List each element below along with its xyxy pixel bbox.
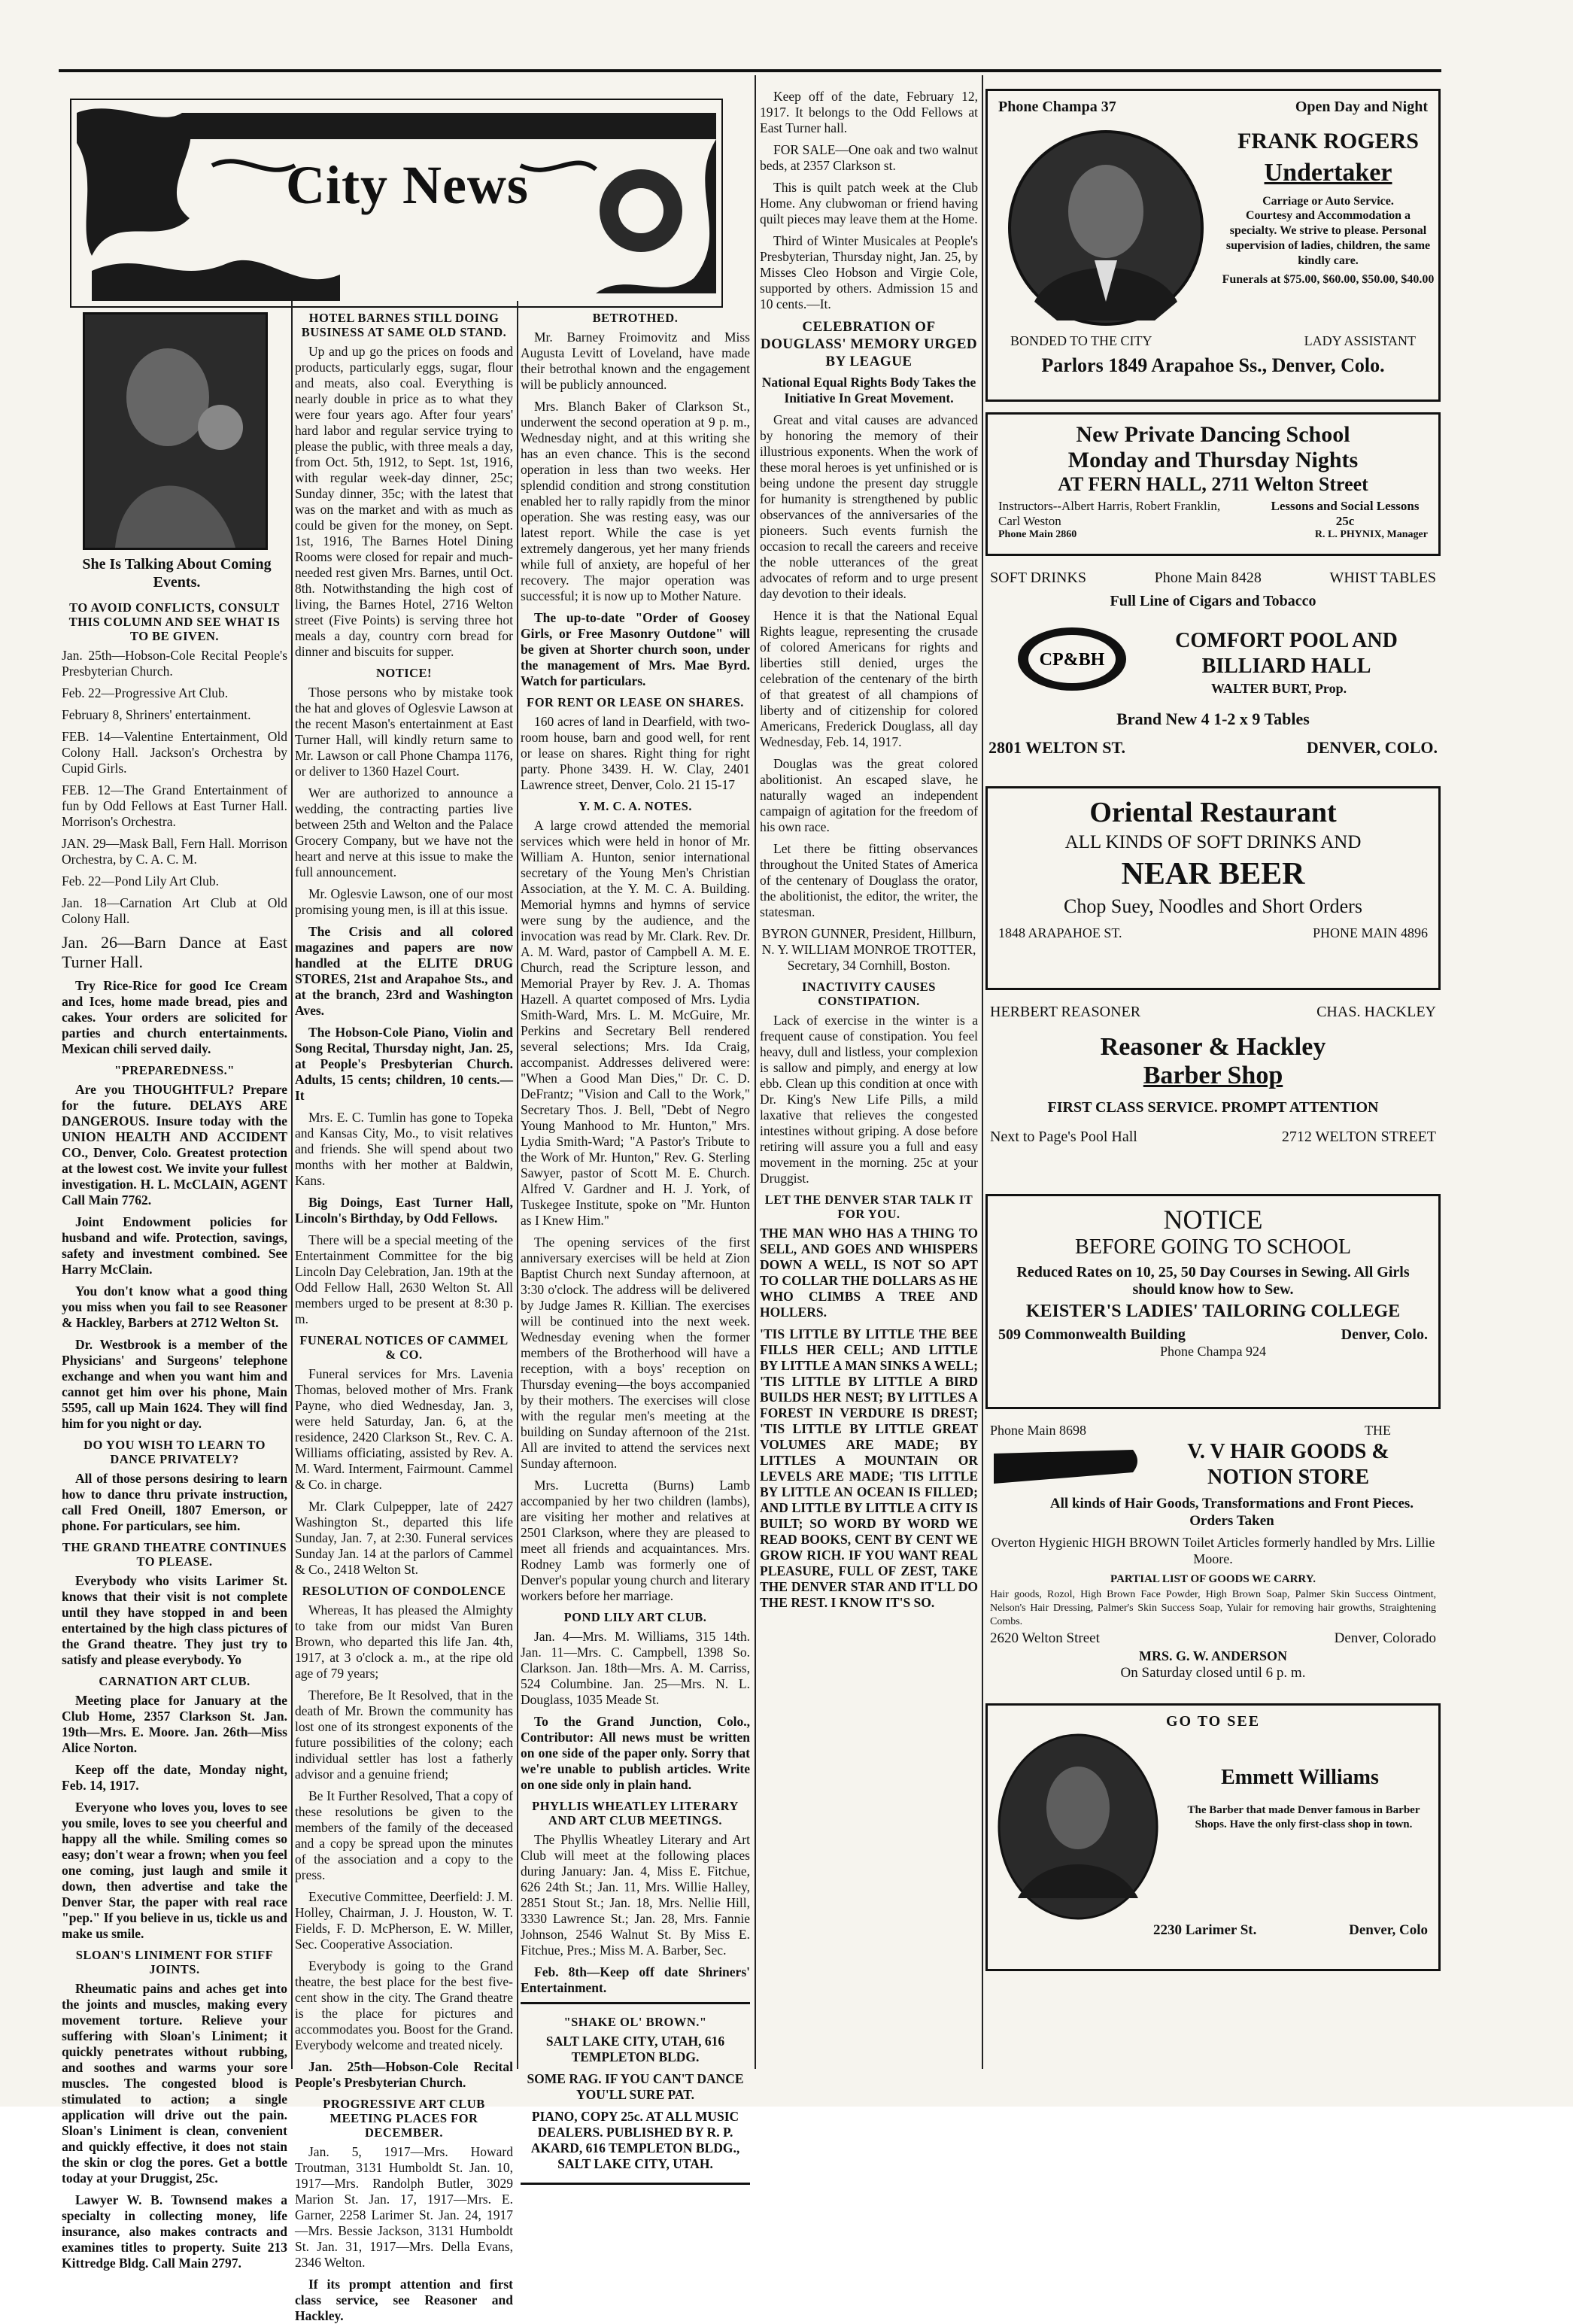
ad-food: Chop Suey, Noodles and Short Orders — [1064, 895, 1362, 917]
event-item: FEB. 12—The Grand Entertainment of fun by Odd Fellows at East Turner Hall. Morrison's Orchestra. — [62, 782, 287, 829]
ad-text: Instructors--Albert Harris, Robert Franklin, Carl Weston — [998, 499, 1221, 528]
ad-title: NOTICE — [1163, 1205, 1263, 1235]
ad-text: HERBERT REASONER — [990, 1004, 1141, 1020]
top-rule — [59, 69, 1441, 72]
article-text: The up-to-date "Order of Goosey Girls, or Free Masonry Outdone" will be given at Shorter church soon, under the management of Mrs. Mae Byrd. Watch for particulars. — [521, 610, 750, 688]
article-text: The Phyllis Wheatley Literary and Art Club will meet at the following places during January: Jan. 4, Miss E. Fitchue, 626 24th St.; Jan. 11, Mrs. Willie Halley, 2851 Stout St.; Jan. 18, Mrs. Nellie Hill, 3330 Lawrence St.; Jan. 28, Mrs. Fannie Johnson, 2546 Walnut St. By Miss E. Fitchue, Pres.; Miss M. A. Barber, Sec. — [521, 1832, 750, 1958]
article-text: Hence it is that the National Equal Rights league, representing the crusade of colored Americans for rights and liberties still denied, urges the celebration of the centenary of the birth of that greatest of all champions of liberty and of citizenship for colored Americans, Frederick Douglass, all day Wednesday, Feb. 14, 1917. — [760, 608, 978, 749]
article-text: Jan. 25th—Hobson-Cole Recital People's Presbyterian Church. — [295, 2059, 513, 2090]
ad-text: Carriage or Auto Service. — [1262, 195, 1394, 208]
article-text: Jan. 4—Mrs. M. Williams, 315 14th. Jan. 11—Mrs. C. Campbell, 1398 So. Clarkson. Jan. 18th—Mrs. A. M. Carriss, 524 Columbine. Jan. 25—Mrs. N. L. Douglass, 1035 Meade St. — [521, 1629, 750, 1707]
article-text: Mr. Barney Froimovitz and Miss Augusta Levitt of Loveland, have made their betrothal known and the engagement will be publicly announced. — [521, 330, 750, 392]
ad-name: COMFORT POOL AND BILLIARD HALL — [1175, 629, 1398, 678]
section-head: RESOLUTION OF CONDOLENCE — [302, 1584, 506, 1598]
cpbh-logo-icon — [1016, 625, 1128, 693]
event-item: Jan. 25th—Hobson-Cole Recital People's Presbyterian Church. — [62, 648, 287, 679]
column-1 — [62, 594, 287, 2271]
article-text: The Crisis and all colored magazines and papers are now handled at the ELITE DRUG STORES, 21st and Arapahoe Sts., and at the branch, 23rd and Washington Aves. — [295, 924, 513, 1018]
event-item: Jan. 18—Carnation Art Club at Old Colony Hall. — [62, 895, 287, 926]
event-item: JAN. 29—Mask Ball, Fern Hall. Morrison Orchestra, by C. A. C. M. — [62, 836, 287, 867]
event-item: Feb. 22—Pond Lily Art Club. — [62, 873, 220, 889]
ad-text: Next to Page's Pool Hall — [990, 1129, 1137, 1145]
article-text: There will be a special meeting of the Entertainment Committee for the big Lincoln Day Celebration, Jan. 19th at the Odd Fellow Hall, 2630 Welton St. All members urged to be present at 8:30 p. m. — [295, 1232, 513, 1326]
ads-column — [985, 89, 1441, 1982]
ad-phone: Phone Champa 924 — [1160, 1344, 1266, 1359]
ad-sub: Barber Shop — [1143, 1062, 1283, 1089]
article-text: All of those persons desiring to learn how to dance thru private instruction, call Fred Oneill, 1807 Emerson, or phone. For particulars, see him. — [62, 1471, 287, 1533]
section-head: BETROTHED. — [592, 311, 679, 325]
photo-caption: She Is Talking About Coming Events. — [82, 556, 272, 591]
ad-address: 2712 WELTON STREET — [1281, 1129, 1436, 1145]
event-item: Feb. 22—Progressive Art Club. — [62, 685, 229, 700]
ad-emmett-williams — [985, 1703, 1441, 1971]
ad-text: PARTIAL LIST OF GOODS WE CARRY. — [1110, 1573, 1316, 1585]
ad-city: Denver, Colo. — [1341, 1326, 1428, 1343]
ad-phone: Phone Main 8428 — [1154, 570, 1262, 586]
ad-frank-rogers — [985, 89, 1441, 402]
ad-text: Reduced Rates on 10, 25, 50 Day Courses in Sewing. All Girls should know how to Sew. — [1016, 1264, 1410, 1298]
article-text: Executive Committee, Deerfield: J. M. Holley, Chairman, J. J. Houston, W. T. Fields, F. D. McPherson, E. W. Miller, Sec. Cooperative Association. — [295, 1889, 513, 1952]
ad-text: On Saturday closed until 6 p. m. — [1120, 1665, 1306, 1681]
song-head: "SHAKE OL' BROWN." — [563, 2015, 707, 2029]
article-text: Joint Endowment policies for husband and wife. Protection, savings, safety and investment combined. See Harry McClain. — [62, 1214, 287, 1277]
section-head: Y. M. C. A. NOTES. — [578, 799, 692, 813]
ad-phone: Phone Main 8698 — [990, 1423, 1086, 1438]
article-text: This is quilt patch week at the Club Home. Any clubwoman or friend having quilt pieces may leave them at the Home. — [760, 180, 978, 226]
ad-where: AT FERN HALL, 2711 Welton Street — [1058, 473, 1368, 495]
article-text: Lack of exercise in the winter is a frequent cause of constipation. You feel heavy, dull and listless, your complexion is sallow and pimply, and energy at low ebb. Clean up this condition at once with Dr. King's New Life Pills, a mild laxative that relieves the congested intestines without griping. A dose before retiring will assure you a full and easy movement in the morning. 25c at your Druggist. — [760, 1013, 978, 1186]
ad-city: Denver, Colo — [1349, 1922, 1428, 1938]
section-head: POND LILY ART CLUB. — [563, 1610, 707, 1624]
article-text: Mrs. E. C. Tumlin has gone to Topeka and Kansas City, Mo., to visit relatives and friends. She will spend about two months with her mother at Baldwin, Kans. — [295, 1110, 513, 1188]
article-text: Whereas, It has pleased the Almighty to take from our midst Van Buren Brown, who departed this life Jan. 4th, 1917, at 3 o'clock a. m., at the ripe old age of 79 years; — [295, 1602, 513, 1681]
ad-city: DENVER, COLO. — [1306, 738, 1438, 757]
comb-icon — [990, 1442, 1140, 1495]
article-text: THE MAN WHO HAS A THING TO SELL, AND GOES AND WHISPERS DOWN A WELL, IS NOT SO APT TO COLLAR THE DOLLARS AS HE WHO CLIMBS A TREE AND HOLLERS. — [760, 1226, 978, 1320]
column-rule — [291, 301, 293, 2069]
ad-owner: MRS. G. W. ANDERSON — [1138, 1648, 1288, 1663]
ad-notice-tailoring — [985, 1194, 1441, 1409]
ad-text: WHIST TABLES — [1329, 570, 1436, 586]
ad-sub: BEFORE GOING TO SCHOOL — [1075, 1235, 1351, 1259]
section-head: DO YOU WISH TO LEARN TO DANCE PRIVATELY? — [84, 1438, 266, 1466]
article-text: Feb. 8th—Keep off date Shriners' Entertainment. — [521, 1964, 750, 1995]
article-text: Those persons who by mistake took the hat and gloves of Oglesvie Lawson at the recent Mason's entertainment at East Turner Hall, will kindly return same to Mr. Lawson or call Phone Champa 1176, or deliver to 1360 Hazel Court. — [295, 685, 513, 779]
ad-oriental-restaurant — [985, 786, 1441, 990]
ad-manager: R. L. PHYNIX, Manager — [1314, 529, 1428, 540]
column-rule — [517, 301, 518, 2069]
ad-text: LADY ASSISTANT — [1304, 333, 1416, 348]
article-text: Everyone who loves you, loves to see you smile, loves to see you cheerful and happy all the while. Smiling comes so easy; don't wear a frown; when you feel one coming, just laugh and smile it down, then advertise and take the Denver Star, the paper with real race "pep." If you believe in us, tickle us and make us smile. — [62, 1800, 287, 1941]
article-text: If its prompt attention and first class service, see Reasoner and Hackley. — [295, 2277, 513, 2323]
ad-address: 1848 ARAPAHOE ST. — [998, 925, 1122, 940]
section-head: NOTICE! — [375, 666, 433, 680]
song-text: PIANO, COPY 25c. AT ALL MUSIC DEALERS. PUBLISHED BY R. P. AKARD, 616 TEMPLETON BLDG., SALT LAKE CITY, UTAH. — [530, 2109, 740, 2171]
article-text: Meeting place for January at the Club Home, 2357 Clarkson St. Jan. 19th—Mrs. E. Moore. Jan. 26th—Miss Alice Norton. — [62, 1693, 287, 1755]
section-head: PHYLLIS WHEATLEY LITERARY AND ART CLUB MEETINGS. — [532, 1799, 739, 1827]
ad-comfort-pool — [985, 567, 1441, 776]
event-item: February 8, Shriners' entertainment. — [62, 707, 251, 722]
woman-photo — [83, 312, 268, 550]
article-text: You don't know what a good thing you miss when you fail to see Reasoner & Hackley, Barbers at 2712 Welton St. — [62, 1284, 287, 1330]
article-text: Everybody is going to the Grand theatre, the best place for the best five-cent show in the city. The Grand theatre is the place for pictures and accommodates you. Boost for the Grand. Everybody welcome and treated nicely. — [295, 1958, 513, 2052]
ad-text: THE — [1365, 1423, 1391, 1438]
section-head: SLOAN'S LINIMENT FOR STIFF JOINTS. — [75, 1948, 274, 1976]
section-head: CELEBRATION OF DOUGLASS' MEMORY URGED BY LEAGUE — [760, 319, 978, 369]
section-head: "PREPAREDNESS." — [114, 1063, 235, 1077]
article-text: Dr. Westbrook is a member of the Physicians' and Surgeons' telephone exchange and when you want him and cannot get him over his phone, Main 5595, call up Main 1624. They will find him for you night or day. — [62, 1337, 287, 1431]
article-text: Mr. Clark Culpepper, late of 2427 Washington St., departed this life Sunday, Jan. 7, at 2:30. Funeral services Sunday Jan. 14 at the parlors of Cammel & Co., 2418 Welton St. — [295, 1499, 513, 1577]
ad-phone: Phone Champa 37 — [998, 99, 1116, 115]
ad-text: Courtesy and Accommodation a specialty. We strive to please. Personal supervision of ladies, children, the same kindly care. — [1225, 209, 1431, 267]
ad-title: Reasoner & Hackley — [1100, 1033, 1326, 1061]
signature: BYRON GUNNER, President, Hillburn, N. Y. WILLIAM MONROE TROTTER, Secretary, 34 Cornhill, Boston. — [761, 926, 976, 973]
ad-name: FRANK ROGERS — [1237, 129, 1419, 153]
ad-hours: Open Day and Night — [1295, 99, 1428, 115]
ad-title: V. V HAIR GOODS & NOTION STORE — [1187, 1440, 1389, 1489]
article-text: Therefore, Be It Resolved, that in the death of Mr. Brown the community has lost one of its strongest exponents of the future possibilities of the colony; each individual settler has lost a fatherly advisor and a genuine friend; — [295, 1688, 513, 1782]
section-head: PROGRESSIVE ART CLUB MEETING PLACES FOR DECEMBER. — [323, 2097, 485, 2140]
article-text: Keep off the date, Monday night, Feb. 14, 1917. — [62, 1762, 287, 1793]
ad-city: Denver, Colorado — [1334, 1630, 1436, 1646]
ad-sub: Monday and Thursday Nights — [1067, 448, 1359, 472]
ad-text: Lessons and Social Lessons 25c — [1271, 499, 1420, 528]
ad-text: Full Line of Cigars and Tobacco — [1110, 593, 1316, 609]
article-text: To the Grand Junction, Colo., Contributor: All news must be written on one side of the paper only. Sorry that we're unable to publish articles. Write on one side only in plain hand. — [521, 1714, 750, 1792]
section-head: INACTIVITY CAUSES CONSTIPATION. — [802, 980, 936, 1008]
ad-phone: PHONE MAIN 4896 — [1313, 925, 1428, 940]
ad-text: BONDED TO THE CITY — [1010, 333, 1152, 348]
article-text: 'TIS LITTLE BY LITTLE THE BEE FILLS HER CELL; AND LITTLE BY LITTLE A MAN SINKS A WELL; 'TIS LITTLE BY LITTLE A BIRD BUILDS HER NEST; BY LITTLES A FOREST IN VERDURE IS DREST; 'TIS LITTLE BY LITTLE GREAT VOLUMES ARE MADE; BY LITTLES A MOUNTAIN OR LEVELS ARE MADE; 'TIS LITTLE BY LITTLE AN OCEAN IS FILLED; AND LITTLE BY LITTLE A CITY IS BUILT; SO WORD BY WORD WE READ BOOKS, CENT BY CENT WE GROW RICH. IF YOU WANT REAL PLEASURE, FULL OF ZEST, TAKE THE DENVER STAR AND IT'LL DO THE REST. I KNOW IT'S SO. — [760, 1326, 978, 1610]
ad-address: 2230 Larimer St. — [1153, 1922, 1257, 1938]
article-text: Mr. Oglesvie Lawson, one of our most promising young men, is ill at this issue. — [295, 886, 513, 917]
article-text: The Hobson-Cole Piano, Violin and Song Recital, Thursday night, Jan. 25, at People's Presbyterian Church. Adults, 15 cents; children, 10 cents.—It — [295, 1025, 513, 1103]
ad-college: KEISTER'S LADIES' TAILORING COLLEGE — [1025, 1302, 1401, 1321]
ad-sub: ALL KINDS OF SOFT DRINKS AND — [1064, 832, 1362, 852]
article-text: Third of Winter Musicales at People's Presbyterian, Thursday night, Jan. 25, by Misses Cleo Hobson and Virgie Cole, supported by others. Admission 15 and 10 cents.—It. — [760, 233, 978, 311]
ad-address: 509 Commonwealth Building — [998, 1326, 1186, 1343]
svg-text:CP&BH: CP&BH — [1039, 650, 1105, 670]
ad-text: Hair goods, Rozol, High Brown Face Powder, High Brown Soap, Palmer Skin Success Ointment, Nelson's Hair Dressing, Palmer's Skin Success Soap, Yulair for removing hair growths, Straightening Combs. — [990, 1589, 1436, 1627]
article-text: Lawyer W. B. Townsend makes a specialty in collecting money, life insurance, also makes contracts and examines titles to property. Suite 213 Kittredge Bldg. Call Main 2797. — [62, 2192, 287, 2271]
section-head: FOR RENT OR LEASE ON SHARES. — [527, 695, 744, 709]
ad-title: Undertaker — [1264, 159, 1392, 187]
ad-title: Oriental Restaurant — [1089, 797, 1337, 828]
article-text: Funeral services for Mrs. Lavenia Thomas, beloved mother of Mrs. Frank Payne, who died Wednesday, Jan. 3, were held Saturday, Jan. 6, at the residence, 2420 Clarkson St., Rev. C. A. Williams officiating, assisted by Rev. A. M. Ward. Interment, Fairmount. Cammel & Co. in charge. — [295, 1366, 513, 1492]
ad-prop: WALTER BURT, Prop. — [1211, 681, 1347, 696]
column-rule — [982, 75, 983, 2069]
ad-address: 2801 WELTON ST. — [988, 738, 1125, 757]
article-text: Great and vital causes are advanced by honoring the memory of their illustrious exponents. When the work of these moral heroes is yet unfinished or is being undone the present day struggle for humanity is strengthened by public observances of the anniversaries of the pioneers. Such events furnish the occasion to recall the careers and receive the noble utterances of the great advocates of reform and to urge present day devotion to their ideals. — [760, 412, 978, 601]
ad-address: Parlors 1849 Arapahoe Ss., Denver, Colo. — [1041, 354, 1385, 376]
ad-text: FIRST CLASS SERVICE. PROMPT ATTENTION — [1047, 1099, 1379, 1116]
ad-address: 2620 Welton Street — [990, 1630, 1100, 1646]
ad-name: Emmett Williams — [1221, 1766, 1379, 1789]
event-item: FEB. 14—Valentine Entertainment, Old Colony Hall. Jackson's Orchestra by Cupid Girls. — [62, 729, 287, 776]
event-item: Jan. 26—Barn Dance at East Turner Hall. — [62, 933, 287, 971]
ad-dancing-school — [985, 412, 1441, 556]
section-head: CARNATION ART CLUB. — [99, 1674, 251, 1688]
song-text: SALT LAKE CITY, UTAH, 616 TEMPLETON BLDG. — [545, 2034, 725, 2064]
article-text: Jan. 5, 1917—Mrs. Howard Troutman, 3131 Humboldt St. Jan. 10, 1917—Mrs. Randolph Butler, 3029 Marion St. Jan. 17, 1917—Mrs. E. Garner, 2258 Larimer St. Jan. 24, 1917—Mrs. Bessie Jackson, 3131 Humboldt St. Jan. 31, 1917—Mrs. Della Evans, 2346 Welton. — [295, 2144, 513, 2270]
article-text: Keep off of the date, February 12, 1917. It belongs to the Odd Fellows at East Turner hall. — [760, 89, 978, 135]
article-text: Mrs. Lucretta (Burns) Lamb accompanied by her two children (lambs), are visiting her mother and relatives at 2501 Clarkson, where they are pleased to meet all friends and acquaintances. Mrs. Rodney Lamb was formerly one of Denver's popular young church and literary workers before her marriage. — [521, 1478, 750, 1603]
article-text: Try Rice-Rice for good Ice Cream and Ices, home made bread, pies and cakes. Your orders are solicited for parties and church entertainments. Mexican chili served daily. — [62, 978, 287, 1056]
subhead: National Equal Rights Body Takes the Initiative In Great Movement. — [761, 375, 976, 406]
article-text: Are you THOUGHTFUL? Prepare for the future. DELAYS ARE DANGEROUS. Insure today with the UNION HEALTH AND ACCIDENT CO., Denver, Colo. Greatest protection at the lowest cost. We invite your fullest investigation. H. L. McCLAIN, AGENT Call Main 7762. — [62, 1082, 287, 1208]
article-text: Big Doings, East Turner Hall, Lincoln's Birthday, by Odd Fellows. — [295, 1195, 513, 1226]
ad-text: Funerals at $75.00, $60.00, $50.00, $40.00 — [1222, 273, 1435, 286]
ad-text: All kinds of Hair Goods, Transformations and Front Pieces. Orders Taken — [1049, 1496, 1414, 1529]
ad-title: New Private Dancing School — [1076, 422, 1350, 447]
article-text: Rheumatic pains and aches get into the joints and muscles, making every movement torture. Relieve your suffering with Sloan's Liniment; it quickly penetrates without rubbing, and soothes and warms your sore muscles. The congested blood is stimulated to action; a single application will drive out the pain. Sloan's Liniment is clean, convenient and quickly effective, it does not stain the skin or clog the pores. Get a bottle today at your Druggist, 25c. — [62, 1981, 287, 2186]
article-text: Let there be fitting observances throughout the United States of America of the centenary of Douglass the orator, the abolitionist, the editor, the writer, the statesman. — [760, 841, 978, 919]
article-text: Wer are authorized to announce a wedding, the contracting parties live between 25th and Welton and the Palace Grocery Company, but we have not the heart and nerve at this issue to make the full announcement. — [295, 785, 513, 879]
ad-text: Brand New 4 1-2 x 9 Tables — [1116, 709, 1310, 728]
ad-text: Overton Hygienic HIGH BROWN Toilet Articles formerly handled by Mrs. Lillie Moore. — [991, 1535, 1435, 1566]
article-text: Up and up go the prices on foods and products, particularly eggs, sugar, flour and meats, also coal. Everything is nearly double in price as to what they were four years ago. After four years' hard labor and regular service trying to please the public, with three meals a day, from Oct. 5th, 1912, to Sept. 1st, 1916, with regular week-day dinner, 25c; Sunday dinner, 35c; with the latest that was on the market and with as much as could be given for the money, on Sept. 1st, 1916, The Barnes Hotel Dining Rooms were closed for repair and much-needed rest given Mrs. Barnes, until Oct. 8th. Notwithstanding the high cost of living, the Barnes Hotel, 2716 Welton street (Five Points) is serving three hot meals a day, country corn bread for dinner and biscuits for supper. — [295, 344, 513, 659]
article-text: Douglas was the great colored abolitionist. An escaped slave, he naturally waged an independent campaign of agitation for the freedom of his own race. — [760, 756, 978, 834]
section-head: LET THE DENVER STAR TALK IT FOR YOU. — [764, 1192, 973, 1221]
article-text: Mrs. Blanch Baker of Clarkson St., underwent the second operation at 9 p. m., Wednesday night, and at this writing she has an even chance. This is the second operation in less than two weeks. Her splendid condition and strong constitution enabled her to rally rapidly from the minor operation. She was resting easy, was our latest report. While the case is yet extremely dangerous, yet her many friends while full of anxiety, are hopeful of her recovery. The major operation was successful; it is now up to Mother Nature. — [521, 399, 750, 603]
song-text: SOME RAG. IF YOU CAN'T DANCE YOU'LL SURE PAT. — [527, 2071, 744, 2102]
article-text: Be It Further Resolved, That a copy of these resolutions be given to the members of the family of the deceased and a copy be spread upon the minutes of the association and a copy to the press. — [295, 1788, 513, 1882]
ad-vv-hair-goods — [985, 1420, 1441, 1693]
section-head: FUNERAL NOTICES OF CAMMEL & CO. — [299, 1333, 509, 1362]
article-text: A large crowd attended the memorial services which were held in honor of Mr. William A. Hunton, senior international secretary of the Young Men's Christian Association, at the Y. M. C. A. Building. Memorial hymns and hymns of service were sung by the audience, and the invocation was read by Mr. Clark. Rev. Dr. A. M. Ward, pastor of Campbell A. M. E. Church, read the Scripture lesson, and Memorial Prayer by Rev. J. A. Thomas Hazell. A quartet composed of Mrs. Lydia Smith-Ward, Mrs. L. M. McGuire, Mr. Perkins and Secretary Bell rendered several selections; Mrs. Ida Craig, accompanist. Addresses delivered were: "When a Good Man Dies," Dr. C. D. DeFrantz; "Vision and Call to the Work," Secretary Thos. J. Bell, "Debt of Negro Young Manhood to Mr. Hunton," Mrs. Lydia Smith-Ward; "A Pastor's Tribute to the Work of Mr. Hunton," Rev. G. Sterling Sawyer, pastor of Scott M. E. Church. Alfred V. Gardner and H. J. York, of Tuskegee Institute, spoke on "Mr. Hunton as I Knew Him." — [521, 818, 750, 1228]
ad-go: GO TO SEE — [1165, 1713, 1261, 1730]
ad-beer: NEAR BEER — [1121, 857, 1305, 892]
section-head: TO AVOID CONFLICTS, CONSULT THIS COLUMN AND SEE WHAT IS TO BE GIVEN. — [68, 600, 281, 643]
portrait-photo — [1004, 129, 1207, 328]
ad-text: The Barber that made Denver famous in Barber Shops. Have the only first-class shop in town. — [1187, 1804, 1420, 1830]
article-text: Everybody who visits Larimer St. knows that their visit is not complete until they have stopped in and been entertained by the high class pictures of the Grand theatre. They just try to satisfy and please everybody. Yo — [62, 1573, 287, 1667]
article-text: 160 acres of land in Dearfield, with two-room house, barn and good well, for rent or lease on shares. Right thing for right party. Phone 3439. H. W. Clay, 2401 Lawrence street, Denver, Colo. 21 15-17 — [521, 714, 750, 792]
masthead-title: City News — [286, 155, 529, 215]
column-rule — [755, 75, 756, 2069]
ad-reasoner-hackley — [985, 1001, 1441, 1183]
article-text: FOR SALE—One oak and two walnut beds, at 2357 Clarkson st. — [760, 142, 978, 173]
ad-text: SOFT DRINKS — [990, 570, 1086, 586]
ad-text: CHAS. HACKLEY — [1316, 1004, 1436, 1020]
column-3 — [521, 305, 750, 2171]
article-text: The opening services of the first anniversary exercises will be held at Zion Baptist Church next Sunday afternoon, at 3:30 o'clock. The address will be delivered by Judge James R. Killian. The exercises will be continued into the next week. Wednesday evening when the former members of the Brotherhood will have a reception, with a boys' reception on Thursday evening—the boys accompanied by their mothers. The exercises will close with the regular men's meeting at the building on Sunday afternoon of the 21st. All are invited to attend the services next Sunday afternoon. — [521, 1235, 750, 1471]
column-4 — [760, 89, 978, 2069]
column-2 — [295, 305, 513, 2323]
section-head: HOTEL BARNES STILL DOING BUSINESS AT SAME OLD STAND. — [301, 311, 507, 339]
barber-photo — [995, 1733, 1161, 1921]
section-head: THE GRAND THEATRE CONTINUES TO PLEASE. — [62, 1540, 287, 1569]
ad-phone: Phone Main 2860 — [998, 529, 1077, 540]
